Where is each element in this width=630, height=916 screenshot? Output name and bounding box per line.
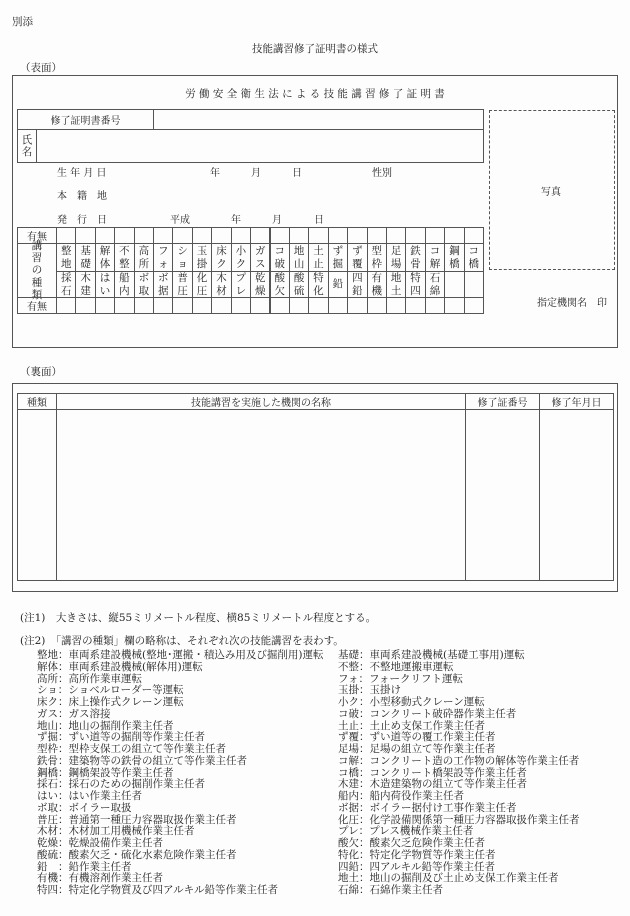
presence-cell-top[interactable] — [425, 227, 445, 244]
presence-cell-top[interactable] — [172, 227, 192, 244]
abbreviation-item: 地土：地山の掘削及び土止め支保工作業主任者 — [338, 872, 559, 885]
course-code-row2-text: 酸硫 — [293, 272, 305, 297]
presence-cell-top[interactable] — [464, 227, 484, 244]
course-code-row2-text: 船内 — [119, 272, 130, 297]
abbreviation-item: 解体：車両系建設機械(解体用)運転 — [37, 660, 203, 673]
course-code-row1-text: 鋼橋 — [449, 245, 460, 270]
course-code-row2-text: 地土 — [390, 272, 402, 297]
course-code-row2-text: 四鉛 — [352, 272, 363, 297]
header-type-text: 種類 — [27, 398, 47, 409]
abbreviation-item: 足場：足場の組立て等作業主任者 — [338, 743, 496, 755]
abbreviation-item: ボ据：ボイラー据付け工事作業主任者 — [338, 801, 517, 814]
presence-cell-top[interactable] — [347, 227, 367, 244]
course-code-row1 — [231, 243, 251, 272]
course-code-row2-text: 特四 — [410, 272, 421, 297]
course-code-row1 — [270, 243, 290, 272]
presence-cell-top[interactable] — [444, 227, 464, 244]
course-code-row2 — [250, 271, 270, 298]
abbreviation-item: 鉛 ：鉛作業主任者 — [37, 860, 132, 873]
presence-cell-top[interactable] — [56, 227, 76, 244]
presence-cell-bottom[interactable] — [75, 297, 95, 314]
abbreviation-item: 有機：有機溶剤作業主任者 — [37, 872, 163, 885]
presence-cell-top[interactable] — [153, 227, 173, 244]
course-code-row2 — [211, 271, 231, 298]
presence-cell-bottom[interactable] — [114, 297, 134, 314]
course-code-row2-text: プレ — [235, 272, 247, 297]
presence-cell-top[interactable] — [367, 227, 387, 244]
header-type — [17, 393, 57, 410]
abbreviation-item: 木材：木材加工用機械作業主任者 — [37, 825, 195, 838]
presence-cell-top[interactable] — [270, 227, 290, 244]
completion-date-column[interactable] — [539, 409, 614, 581]
presence-cell-bottom[interactable] — [250, 297, 270, 314]
presence-cell-bottom[interactable] — [386, 297, 406, 314]
presence-cell-bottom[interactable] — [270, 297, 290, 314]
abbreviation-item: 鋼橋：鋼橋架設等作業主任者 — [37, 766, 174, 779]
abbreviation-item: フォ：フォークリフト運転 — [338, 672, 463, 685]
abbreviation-item: 不整：不整地運搬車運転 — [338, 660, 454, 673]
course-code-row1-text: 解体 — [99, 245, 111, 270]
course-code-row1-text: 足場 — [390, 245, 402, 270]
presence-cell-bottom[interactable] — [192, 297, 212, 314]
course-code-row1-text: ショ — [177, 245, 188, 270]
birth-label: 生 年 月 日 — [57, 168, 107, 179]
presence-cell-bottom[interactable] — [134, 297, 154, 314]
course-code-row2 — [114, 271, 134, 298]
course-code-row1 — [250, 243, 270, 272]
presence-cell-bottom[interactable] — [425, 297, 445, 314]
course-code-row1-text: 基礎 — [80, 245, 91, 270]
abbreviation-item: 床ク：床上操作式クレーン運転 — [37, 696, 184, 708]
abbreviation-item: 酸欠：酸素欠乏危険作業主任者 — [338, 837, 485, 849]
course-code-row2-text: 化圧 — [196, 272, 208, 297]
issue-era: 平成 — [170, 215, 190, 226]
presence-label-top-text: 有無 — [27, 232, 47, 243]
name-label — [17, 129, 37, 163]
course-code-row1 — [464, 243, 484, 272]
course-code-row1-text: 地山 — [293, 245, 305, 270]
issue-label: 発 行 日 — [57, 215, 107, 226]
course-code-row2 — [172, 271, 192, 298]
presence-cell-bottom[interactable] — [347, 297, 367, 314]
course-code-row1-text: 鉄骨 — [410, 245, 421, 270]
course-code-row2 — [134, 271, 154, 298]
course-code-row2-text: 有機 — [371, 272, 382, 297]
course-code-row1 — [56, 243, 76, 272]
attachment-label: 別添 — [12, 16, 33, 28]
presence-cell-top[interactable] — [95, 227, 115, 244]
abbreviation-item: 特化：特定化学物質等作業主任者 — [338, 848, 496, 861]
course-code-row2 — [56, 271, 76, 298]
cert-number-field[interactable] — [153, 109, 484, 130]
course-code-row1 — [114, 243, 134, 272]
course-code-row1 — [328, 243, 348, 272]
course-code-row1 — [386, 243, 406, 272]
abbreviation-item: 地山：地山の掘削作業主任者 — [37, 719, 174, 732]
course-code-row2 — [328, 271, 348, 298]
abbreviation-item: 四鉛：四アルキル鉛等作業主任者 — [338, 860, 495, 873]
header-institution-text: 技能講習を実施した機関の名称 — [191, 398, 331, 409]
course-code-row2 — [464, 271, 484, 298]
course-code-row1-text: フォ — [157, 245, 169, 270]
issue-month: 月 — [272, 215, 282, 226]
course-code-row2 — [153, 271, 173, 298]
course-code-row2 — [270, 271, 290, 298]
course-code-row2-text: 木建 — [80, 272, 91, 297]
abbreviation-item: 特四：特定化学物質及び四アルキル鉛等作業主任者 — [37, 884, 278, 896]
course-code-row2-text: ボ取 — [138, 272, 150, 297]
course-code-row2-text: 石綿 — [429, 272, 441, 297]
course-code-row2-text: 鉛 — [332, 278, 344, 291]
course-type-label-text: 講習の種類 — [31, 240, 43, 301]
birth-day: 日 — [292, 168, 302, 179]
header-cert-number — [465, 393, 540, 410]
presence-cell-bottom[interactable] — [367, 297, 387, 314]
abbreviation-item: 化圧：化学設備関係第一種圧力容器取扱作業主任者 — [338, 813, 580, 826]
presence-cell-top[interactable] — [250, 227, 270, 244]
presence-cell-bottom[interactable] — [405, 297, 425, 314]
card-title: 労 働 安 全 衛 生 法 に よ る 技 能 講 習 修 了 証 明 書 — [185, 88, 445, 100]
presence-cell-bottom[interactable] — [172, 297, 192, 314]
course-code-row1 — [308, 243, 328, 272]
course-code-row1 — [444, 243, 464, 272]
course-code-row1-text: 型枠 — [371, 245, 382, 270]
institution-column[interactable] — [56, 409, 466, 581]
course-type-label — [17, 240, 57, 301]
header-institution — [56, 393, 466, 410]
course-code-row1-text: 整地 — [60, 245, 72, 270]
presence-cell-top[interactable] — [192, 227, 212, 244]
cert-number-label — [17, 109, 154, 130]
presence-cell-bottom[interactable] — [328, 297, 348, 314]
course-code-row2 — [231, 271, 251, 298]
presence-cell-bottom[interactable] — [153, 297, 173, 314]
presence-cell-top[interactable] — [328, 227, 348, 244]
domicile-label: 本 籍 地 — [57, 191, 107, 202]
abbreviation-item: 乾燥：乾燥設備作業主任者 — [37, 837, 163, 849]
abbreviation-item: 普圧：普通第一種圧力容器取扱作業主任者 — [37, 813, 237, 826]
cert-number-label-text: 修了証明書番号 — [50, 116, 121, 127]
header-completion-date — [539, 393, 614, 410]
course-code-row1 — [405, 243, 425, 272]
course-code-row1 — [347, 243, 367, 272]
presence-cell-bottom[interactable] — [464, 297, 484, 314]
course-code-row1 — [153, 243, 173, 272]
abbreviation-item: 高所：高所作業車運転 — [37, 672, 142, 685]
birth-month: 月 — [251, 168, 261, 179]
front-label: （表面） — [20, 62, 62, 74]
course-code-row2 — [444, 271, 464, 298]
course-code-row2-text: ボ据 — [157, 272, 169, 297]
course-code-row1-text: 小ク — [235, 245, 247, 270]
name-label-text: 氏名 — [21, 133, 33, 158]
course-code-row1 — [134, 243, 154, 272]
abbreviation-item: 基礎：車両系建設機械(基礎工事用)運転 — [338, 649, 525, 661]
presence-cell-top[interactable] — [308, 227, 328, 244]
name-field[interactable] — [36, 129, 484, 163]
abbreviation-item: はい：はい作業主任者 — [37, 790, 142, 802]
abbreviation-item: 玉掛：玉掛け — [338, 684, 401, 697]
abbreviation-item: ガス：ガス溶接 — [37, 707, 111, 720]
abbreviation-item: ず掘：ずい道等の掘削等作業主任者 — [37, 731, 205, 744]
presence-cell-top[interactable] — [289, 227, 309, 244]
abbreviation-item: 採石：採石のための掘削作業主任者 — [37, 778, 205, 791]
course-code-row2-text: 乾燥 — [255, 272, 266, 297]
cert-number-column[interactable] — [465, 409, 540, 581]
presence-cell-bottom[interactable] — [444, 297, 464, 314]
abbreviation-item: 小ク：小型移動式クレーン運転 — [338, 696, 485, 708]
course-code-row1-text: 高所 — [138, 245, 150, 270]
presence-cell-top[interactable] — [75, 227, 95, 244]
course-code-row2-text: 採石 — [60, 272, 72, 297]
presence-cell-top[interactable] — [114, 227, 134, 244]
course-code-row2 — [425, 271, 445, 298]
presence-cell-bottom[interactable] — [95, 297, 115, 314]
course-code-row2-text: 木材 — [216, 272, 227, 297]
abbreviation-item: ボ取：ボイラー取扱 — [37, 801, 132, 814]
presence-label-bottom-text: 有無 — [27, 302, 47, 313]
course-code-row1-text: 不整 — [119, 245, 130, 270]
course-code-row2 — [367, 271, 387, 298]
abbreviation-item: 船内：船内荷役作業主任者 — [338, 790, 464, 802]
course-code-row1 — [95, 243, 115, 272]
course-code-row1-text: 土止 — [313, 245, 324, 270]
course-code-row2 — [405, 271, 425, 298]
presence-cell-bottom[interactable] — [211, 297, 231, 314]
presence-cell-top[interactable] — [231, 227, 251, 244]
sex-label: 性別 — [372, 168, 392, 179]
course-code-row2 — [192, 271, 212, 298]
course-code-row1-text: ず覆 — [352, 245, 363, 270]
abbreviation-item: ショ：ショベルローダー等運転 — [37, 684, 184, 697]
course-code-row1-text: 玉掛 — [196, 245, 208, 270]
presence-cell-top[interactable] — [386, 227, 406, 244]
course-code-row2-text: 特化 — [313, 272, 324, 297]
course-code-row2-text: はい — [99, 272, 111, 297]
course-code-row2 — [347, 271, 367, 298]
abbreviation-item: 土止：土止め支保工作業主任者 — [338, 719, 485, 732]
course-code-row1 — [75, 243, 95, 272]
course-code-row1 — [425, 243, 445, 272]
presence-cell-top[interactable] — [211, 227, 231, 244]
course-code-row1 — [289, 243, 309, 272]
course-code-row1-text: ガス — [255, 245, 266, 270]
course-code-row2 — [289, 271, 309, 298]
abbreviation-item: 鉄骨：建築物等の鉄骨の組立て等作業主任者 — [37, 754, 247, 767]
presence-cell-top[interactable] — [134, 227, 154, 244]
issue-day: 日 — [314, 215, 324, 226]
course-code-row2 — [308, 271, 328, 298]
birth-year: 年 — [210, 168, 220, 179]
course-code-row1 — [172, 243, 192, 272]
abbreviation-item: 木建：木造建築物の組立て等作業主任者 — [338, 778, 527, 791]
photo-label: 写真 — [541, 187, 561, 198]
issue-year: 年 — [231, 215, 241, 226]
abbreviation-item: 酸硫：酸素欠乏・硫化水素危険作業主任者 — [37, 848, 237, 861]
course-code-row2 — [75, 271, 95, 298]
presence-cell-bottom[interactable] — [308, 297, 328, 314]
abbreviation-item: ず覆：ずい道等の覆工作業主任者 — [338, 731, 496, 744]
note-1: (注1) 大きさは、縦55ミリメートル程度、横85ミリメートル程度とする。 — [20, 612, 377, 624]
course-code-row1 — [192, 243, 212, 272]
course-code-row1-text: ず掘 — [332, 245, 344, 270]
header-cert-number-text: 修了証番号 — [477, 398, 528, 409]
abbreviation-item: コ解：コンクリート造の工作物の解体等作業主任者 — [338, 754, 580, 767]
abbreviation-item: 整地：車両系建設機械(整地･運搬・積込み用及び掘削用)運転 — [37, 649, 324, 661]
course-code-row1-text: コ橋 — [468, 245, 480, 270]
course-code-row2 — [386, 271, 406, 298]
presence-cell-top[interactable] — [405, 227, 425, 244]
doc-title: 技能講習修了証明書の様式 — [252, 43, 378, 55]
course-code-row2-text: 酸欠 — [274, 272, 285, 297]
course-code-row1-text: 床ク — [216, 245, 227, 270]
course-code-row1 — [367, 243, 387, 272]
abbreviation-item: コ破：コンクリート破砕器作業主任者 — [338, 707, 517, 720]
presence-cell-bottom[interactable] — [231, 297, 251, 314]
note-2: (注2) 「講習の種類」欄の略称は、それぞれ次の技能講習を表わす。 — [20, 635, 344, 647]
presence-label-bottom — [17, 297, 57, 314]
course-code-row1-text: コ解 — [429, 245, 441, 270]
course-code-row2-text: 普圧 — [177, 272, 188, 297]
abbreviation-item: プレ：プレス機械作業主任者 — [338, 825, 474, 838]
presence-cell-bottom[interactable] — [56, 297, 76, 314]
course-code-row2 — [95, 271, 115, 298]
course-code-row1-text: コ破 — [274, 245, 285, 270]
abbreviation-item: 型枠：型枠支保工の組立て等作業主任者 — [37, 743, 226, 755]
type-column[interactable] — [17, 409, 57, 581]
back-label: （裏面） — [20, 366, 62, 378]
institution-seal-label: 指定機関名 印 — [537, 298, 607, 309]
course-code-row1 — [211, 243, 231, 272]
presence-cell-bottom[interactable] — [289, 297, 309, 314]
abbreviation-item: 石綿：石綿作業主任者 — [338, 884, 443, 896]
abbreviation-item: コ橋：コンクリート橋架設等作業主任者 — [338, 766, 527, 779]
header-completion-date-text: 修了年月日 — [551, 398, 602, 409]
